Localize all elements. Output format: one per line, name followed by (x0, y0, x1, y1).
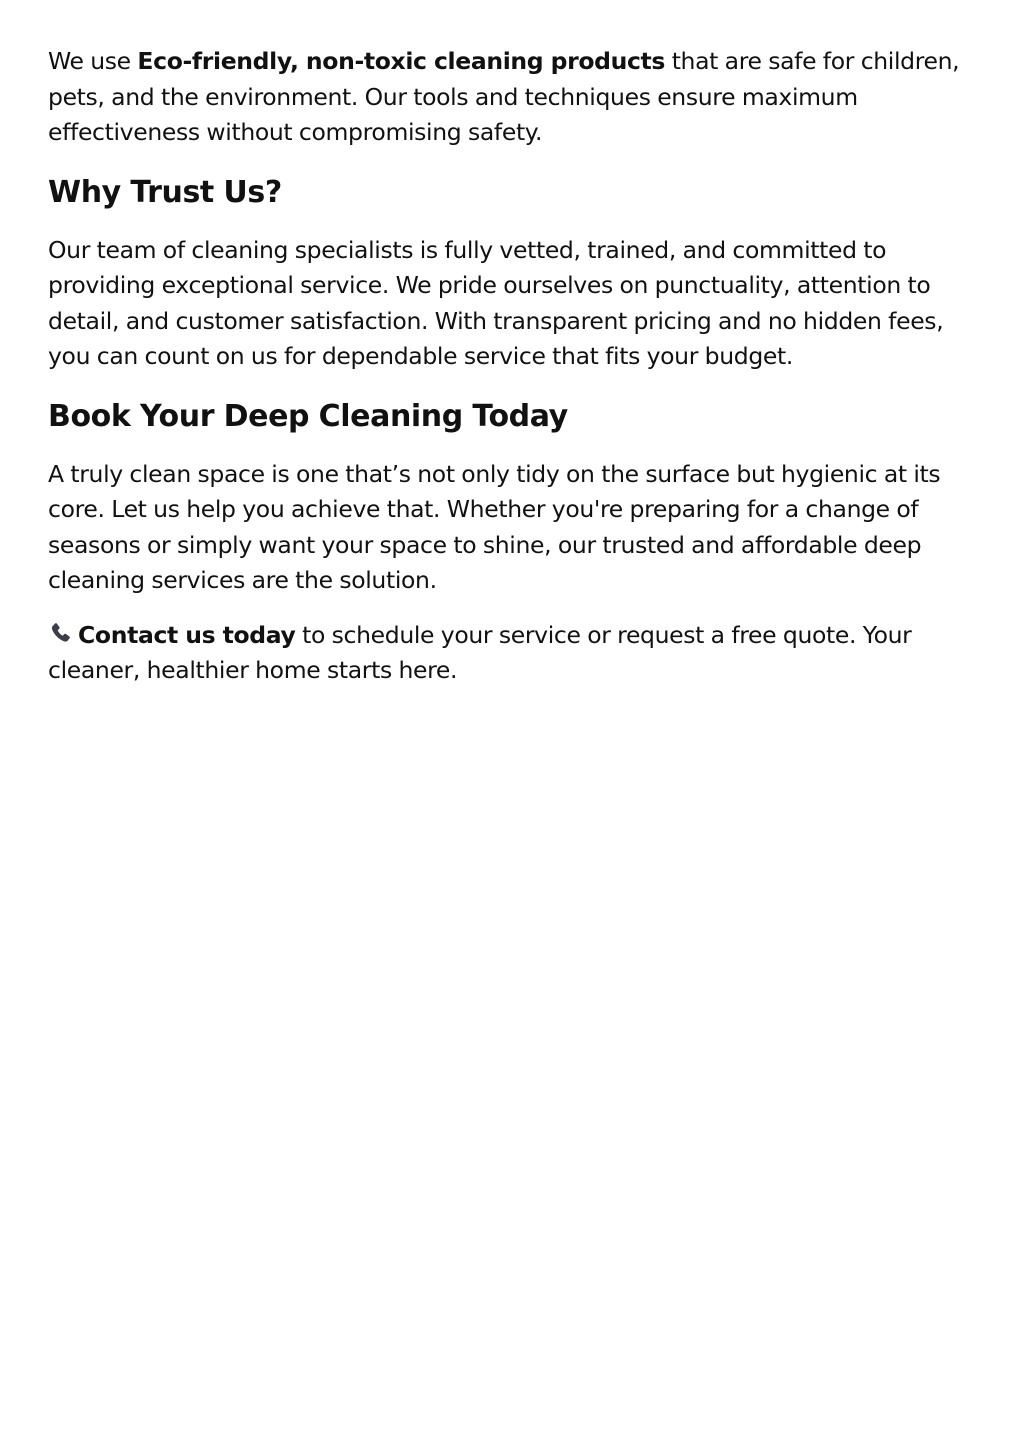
contact-text: to schedule your service or request a free quote. Your cleaner, healthier home starts here. (48, 620, 912, 684)
book-cleaning-heading: Book Your Deep Cleaning Today (48, 398, 568, 434)
eco-friendly-emphasis: Eco-friendly, non-toxic cleaning products (137, 47, 666, 75)
phone-icon (48, 621, 74, 647)
why-trust-us-heading: Why Trust Us? (48, 174, 282, 210)
intro-text-end: that are safe for children, pets, and the environment. Our tools and techniques ensure maximum effectiveness without compromising safety. (48, 47, 960, 146)
document-page (48, 44, 988, 689)
eco-friendly-paragraph (48, 44, 988, 151)
book-cleaning-paragraph: A truly clean space is one that’s not only tidy on the surface but hygienic at its core. Let us help you achieve that. Whether you're preparing for a change of seasons or simply want your space to shine, our trusted and affordable deep cleaning services are the solution. (48, 459, 941, 594)
contact-us-today-emphasis: Contact us today (78, 620, 296, 649)
intro-text-start: We use (48, 47, 138, 75)
why-trust-us-paragraph: Our team of cleaning specialists is fully vetted, trained, and committed to providing exceptional service. We pride ourselves on punctuality, attention to detail, and customer satisfaction. With transparent pricing and no hidden fees, you can count on us for dependable service that fits your budget. (48, 235, 944, 370)
contact-paragraph (48, 618, 988, 689)
